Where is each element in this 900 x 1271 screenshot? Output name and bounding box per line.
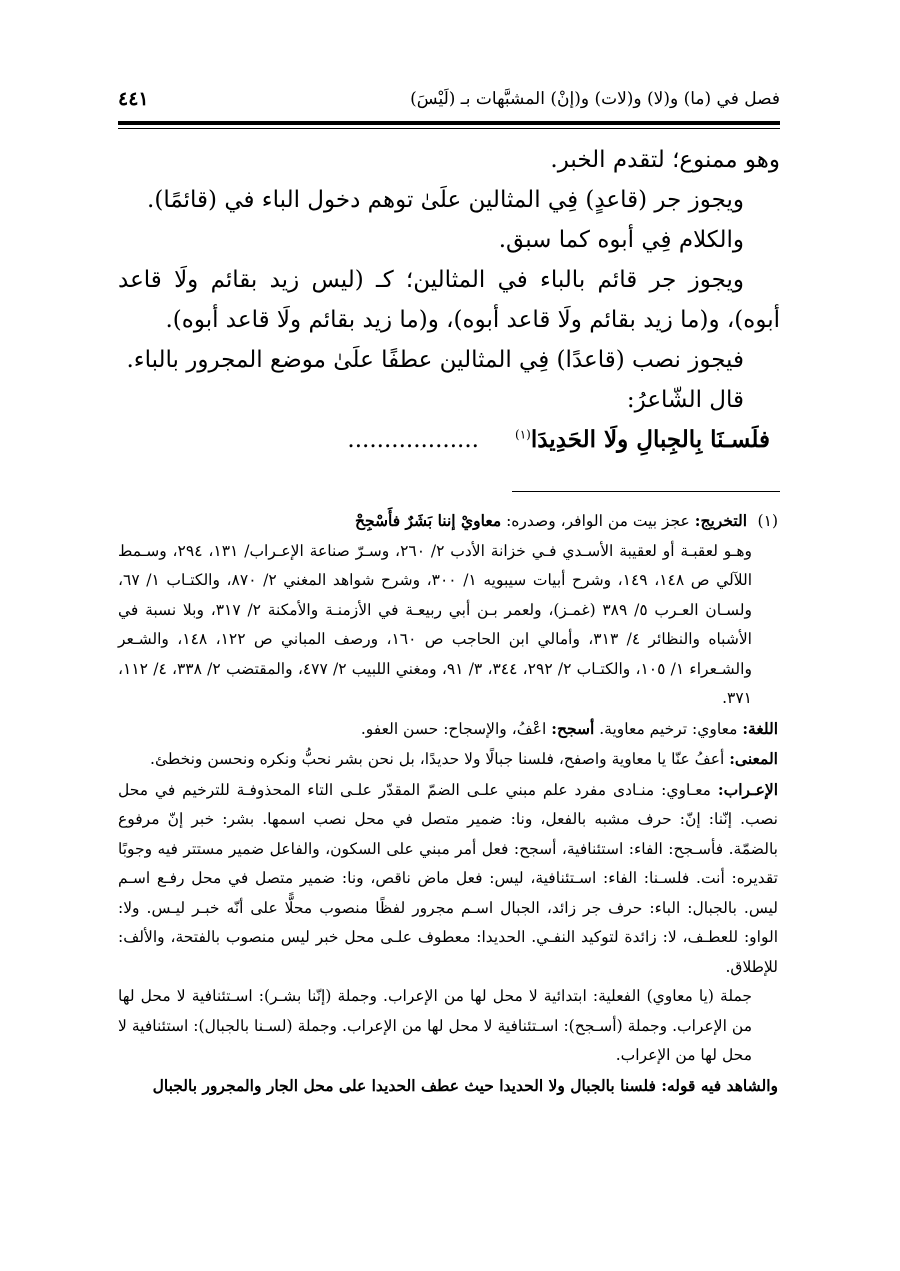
maana-label: المعنى:: [729, 749, 778, 768]
footnote-jumal: جملة (يا معاوي) الفعلية: ابتدائية لا محل لها من الإعراب. وجملة (إنّنا بشـر): اسـتئنافية لا محل لها من الإعراب. وجملة (أسـجح): اسـتئنافية لا محل لها من الإعراب. وجملة (لسـنا بالجبال): استئنافية لا محل لها من الإعراب.: [118, 987, 752, 1064]
lugha-text-2: اعْفُ، والإسجاح: حسن العفو.: [360, 719, 547, 738]
irab-text: معـاوي: منـادى مفرد علم مبني علـى الضمّ المقدّر علـى التاء المحذوفـة للترخيم في محل نصب. إنّنا: إنّ: حرف مشبه بالفعل، ونا: ضمير متصل في محل نصب اسمها. بشر: خبر إنّ مرفوع بالضمّة. فأسـجح: الفاء: استئنافية، أسجح: فعل أمر مبني على السكون، والفاعل ضمير مستتر فيه وجوبًا تقديره: أنت. فلسـنا: الفاء: اسـتئنافية، ليس: فعل ماض ناقص، ونا: ضمير متصل في محل رفـع اسـم ليس. بالجبال: الباء: حرف جر زائد، الجبال اسـم مجرور لفظًا منصوب محلًّا على أنّه خبـر ليـس. ولا: الواو: للعطـف، لا: زائدة لتوكيد النفـي. الحديدا: معطوف علـى محل خبر ليس منصوب بالفتحة، والألف: للإطلاق.: [118, 780, 778, 976]
header-rule: [118, 121, 780, 125]
lugha-label-2: أسجح:: [551, 718, 595, 738]
maana-text: أعفُ عنّا يا معاوية واصفح، فلسنا جبالًا ولا حديدًا، بل نحن بشر نحبُّ ونكره ونحسن ونخطئ.: [150, 750, 725, 768]
takhrij-verse: معاويْ إننا بَشَرٌ فأَسْجِحْ: [354, 511, 502, 530]
header-rule-thin: [118, 128, 780, 129]
irab-label: الإعـراب:: [717, 779, 778, 799]
main-paragraph: قال الشّاعرُ:: [626, 387, 744, 413]
verse-dots: ..................: [347, 427, 479, 453]
footnotes: [118, 506, 778, 1100]
footnote-lugha: [118, 714, 778, 745]
takhrij-label: التخريج:: [694, 511, 748, 530]
footnote-maana: [118, 744, 778, 775]
footnote-sources: وهـو لعقبـة أو لعقيبة الأسـدي فـي خزانة الأدب ٢/ ٢٦٠، وسـرّ صناعة الإعـراب/ ١٣١، ٢٩٤، وسـمط اللآلي ص ١٤٨، ١٤٩، وشرح أبيات سيبويه ١/ ٣٠٠، وشرح شواهد المغني ٢/ ٨٧٠، والكتـاب ١/ ٦٧، ولسـان العـرب ٥/ ٣٨٩ (غمـز)، ولعمر بـن أبي ربيعـة في الأزمنـة والأمكنة ٢/ ٣١٧، وبلا نسبة في الأشباه والنظائر ٤/ ٣١٣، وأمالي ابن الحاجب ص ١٦٠، ورصف المباني ص ١٢٢، ١٤٨، والشـعر والشـعراء ١/ ١٠٥، والكتـاب ٢/ ٢٩٢، ٣٤٤، ٣/ ٩١، ومغني اللبيب ٢/ ٤٧٧، والمقتضب ٢/ ٣٣٨، ٤/ ١١٢، ٣٧١.: [118, 541, 753, 707]
main-text: [118, 140, 780, 420]
lugha-label: اللغة:: [742, 718, 778, 738]
main-paragraph: ويجوز جر (قاعدٍ) فِي المثالين علَىٰ توهم دخول الباء في (قائمًا).: [147, 187, 744, 213]
main-paragraph: ويجوز جر قائم بالباء في المثالين؛ كـ (ليس زيد بقائم ولَا قاعد أبوه)، و(ما زيد بقائم ولَا قاعد أبوه)، و(ما زيد بقائم ولَا قاعد أبوه).: [118, 267, 780, 333]
poetry-verse: [190, 420, 770, 460]
main-paragraph: وهو ممنوع؛ لتقدم الخبر.: [550, 147, 780, 173]
chapter-title: فصل في (ما) و(لا) و(لات) و(إنْ) المشبَّهات بـ (لَيْسَ): [410, 89, 780, 109]
takhrij-text: عجز بيت من الوافر، وصدره:: [506, 512, 690, 530]
footnote-reference[interactable]: (١): [515, 427, 531, 442]
footnote-number: (١): [757, 512, 778, 530]
footnote-takhrij: [118, 506, 778, 537]
footnote-irab: [118, 775, 778, 983]
lugha-text: معاوي: ترخيم معاوية.: [599, 719, 738, 738]
main-paragraph: والكلام فِي أبوه كما سبق.: [498, 227, 744, 253]
running-header: [118, 86, 780, 120]
main-paragraph: فيجوز نصب (قاعدًا) فِي المثالين عطفًا علَىٰ موضع المجرور بالباء.: [126, 347, 744, 373]
footnote-separator: [512, 491, 780, 492]
page-number: ٤٤١: [118, 88, 149, 110]
footnote-shahid: والشاهد فيه قوله: فلسنا بالجبال ولا الحديدا حيث عطف الحديدا على محل الجار والمجرور بالجبال: [152, 1075, 778, 1095]
verse-hemistich: فلَسـنَا بِالجِبالِ ولَا الحَدِيدَا: [530, 426, 770, 453]
